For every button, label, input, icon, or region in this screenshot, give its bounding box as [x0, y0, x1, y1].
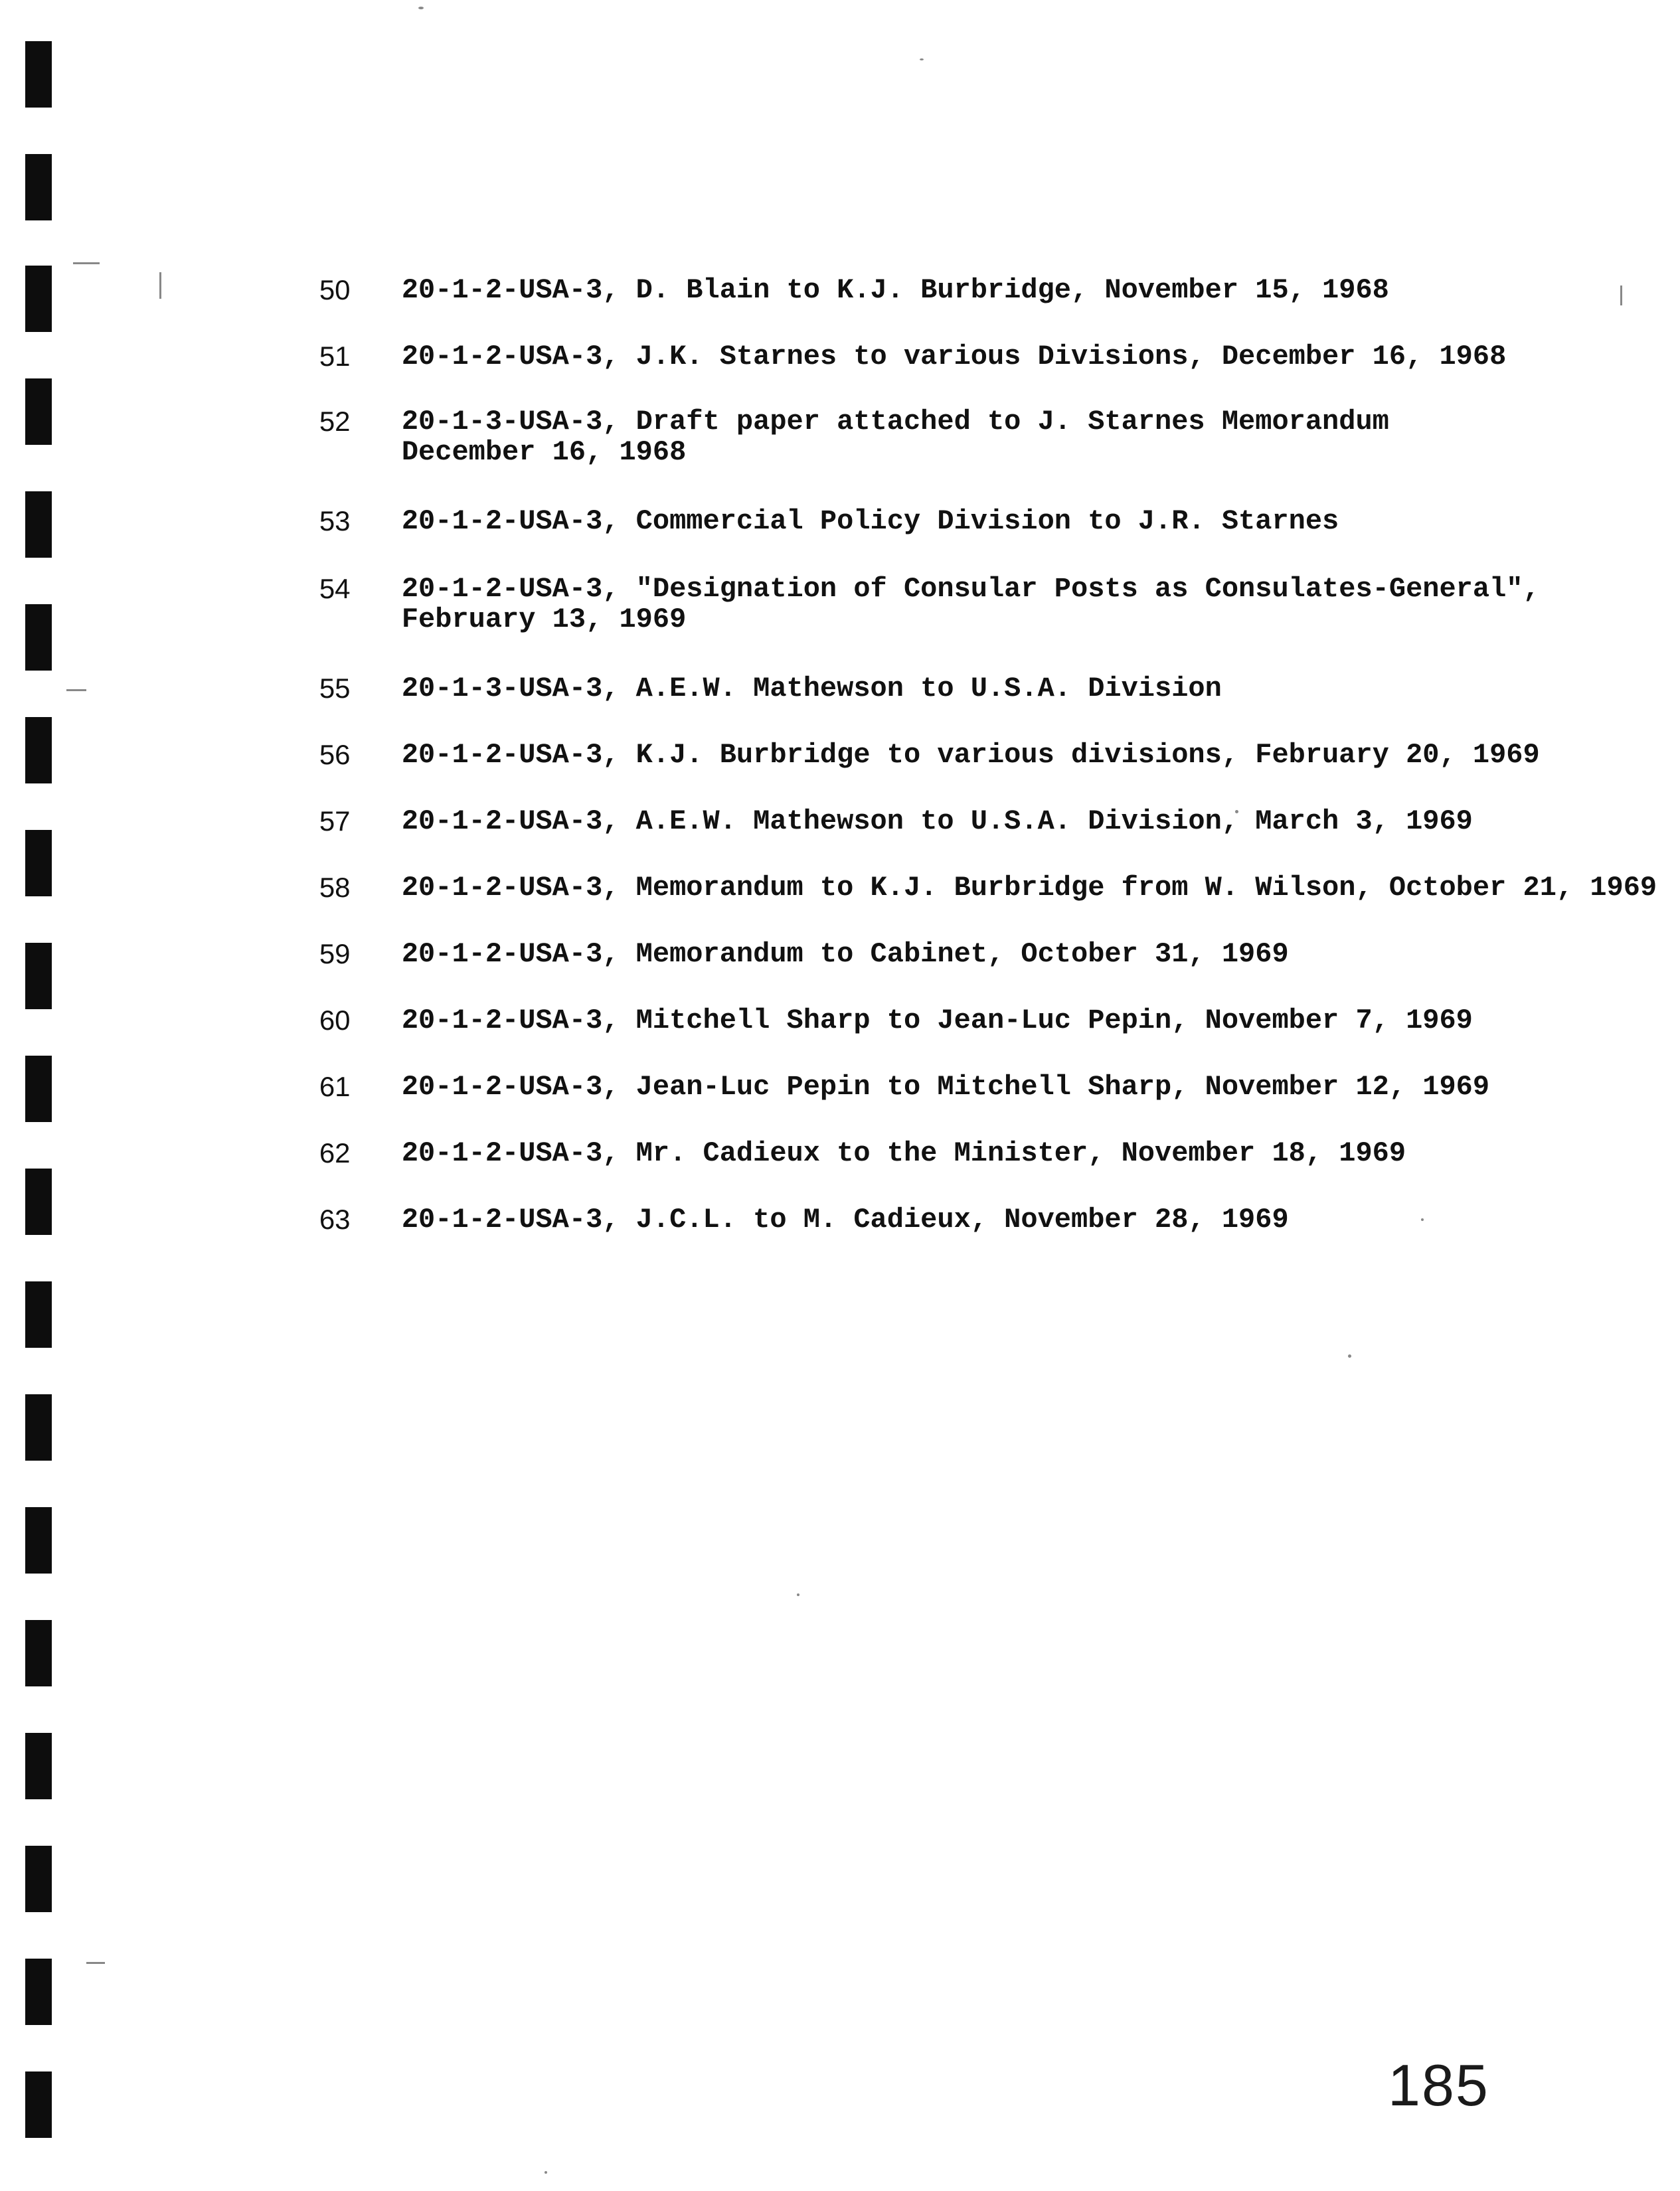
footnote-number: 56: [319, 739, 351, 770]
page-number: 185: [1388, 2052, 1489, 2118]
footnote-text: 20-1-2-USA-3, Commercial Policy Division to J.R. Starnes: [401, 505, 1339, 537]
footnote-item: [252, 1174, 1647, 1265]
footnote-text: 20-1-2-USA-3, Mr. Cadieux to the Minister, November 18, 1969: [401, 1137, 1406, 1169]
footnote-number: 52: [319, 406, 351, 437]
footnote-number: 53: [319, 505, 351, 536]
footnote-text: 20-1-2-USA-3, J.K. Starnes to various Divisions, December 16, 1968: [401, 341, 1507, 372]
footnote-number: 63: [319, 1204, 351, 1235]
footnote-number: 50: [319, 274, 351, 305]
footnote-number: 57: [319, 805, 351, 837]
footnote-number: 55: [319, 673, 351, 704]
footnote-text: 20-1-2-USA-3, Memorandum to K.J. Burbridge from W. Wilson, October 21, 1969: [401, 872, 1657, 904]
footnote-text: 20-1-2-USA-3, A.E.W. Mathewson to U.S.A. Division, March 3, 1969: [401, 805, 1473, 837]
footnote-number: 58: [319, 872, 351, 903]
footnote-text: 20-1-3-USA-3, Draft paper attached to J. Starnes Memorandum December 16, 1968: [401, 406, 1389, 468]
footnote-text: 20-1-2-USA-3, Memorandum to Cabinet, October 31, 1969: [401, 938, 1289, 970]
footnote-number: 54: [319, 573, 351, 604]
footnote-text: 20-1-3-USA-3, A.E.W. Mathewson to U.S.A. Division: [401, 673, 1222, 704]
footnote-text: 20-1-2-USA-3, Jean-Luc Pepin to Mitchell Sharp, November 12, 1969: [401, 1071, 1490, 1103]
footnote-number: 59: [319, 938, 351, 969]
footnote-number: 61: [319, 1071, 351, 1102]
footnote-number: 51: [319, 341, 351, 372]
footnote-number: 62: [319, 1137, 351, 1169]
footnote-text: 20-1-2-USA-3, "Designation of Consular Posts as Consulates-General", February 13, 1969: [401, 573, 1540, 635]
footnote-number: 60: [319, 1005, 351, 1036]
footnote-text: 20-1-2-USA-3, J.C.L. to M. Cadieux, November 28, 1969: [401, 1204, 1289, 1236]
footnote-text: 20-1-2-USA-3, D. Blain to K.J. Burbridge, November 15, 1968: [401, 274, 1389, 306]
footnote-text: 20-1-2-USA-3, K.J. Burbridge to various divisions, February 20, 1969: [401, 739, 1540, 771]
footnote-text: 20-1-2-USA-3, Mitchell Sharp to Jean-Luc Pepin, November 7, 1969: [401, 1005, 1473, 1036]
